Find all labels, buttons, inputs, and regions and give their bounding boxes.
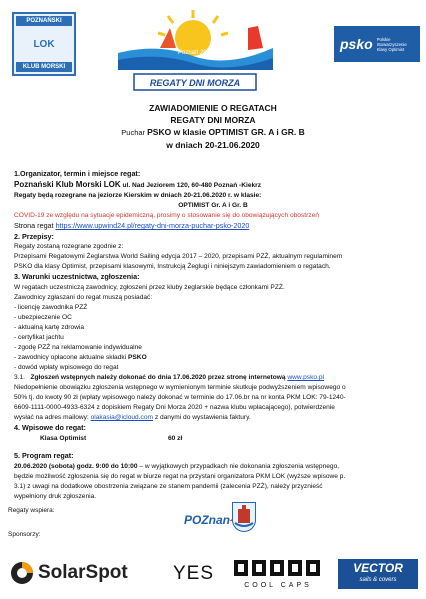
s3-sub xyxy=(14,374,418,382)
poznan-logo-text: POZnan xyxy=(184,513,231,527)
city-coat-of-arms-icon xyxy=(232,502,256,532)
s1-organizer-name: Poznański Klub Morski LOK xyxy=(14,180,121,189)
club-logo-bottom-text: KLUB MORSKI xyxy=(16,62,72,72)
s3-item: - aktualną kartę zdrowia xyxy=(14,324,85,331)
s5-heading: 5. Program regat: xyxy=(14,451,74,460)
doc-title-line4: w dniach 20-21.06.2020 xyxy=(166,140,260,150)
coolcaps-logo xyxy=(232,558,324,590)
vector-main-text: VECTOR xyxy=(353,561,403,575)
s3-para3: 6609-1111-0000-4933-6324 z dopiskiem Regaty Dni Morza 2020 + nazwa klubu wpłacającego), potwierdzenie xyxy=(14,404,335,411)
banner-sail-year: Poznań 2020 xyxy=(178,50,214,56)
s3-para2: 50% tj. do kwoty 90 zł (wpłaty wpisowego należy dokonać w terminie do 17.06.br na nr konta PKM LOK: 79-1240- xyxy=(14,394,346,401)
solarspot-icon xyxy=(10,561,34,585)
s3-para1: Niedopełnienie obowiązku zgłoszenia wstępnego w wymienionym terminie skutkuje podwyższeniem wpisowego o xyxy=(14,384,346,391)
vector-sub-text: sails & covers xyxy=(359,577,397,583)
s1-heading: 1.Organizator, termin i miejsce regat: xyxy=(14,169,141,178)
coolcaps-text: COOL CAPS xyxy=(244,582,312,589)
support-label: Regaty wspiera: xyxy=(8,507,55,514)
s5-line1-date: 20.06.2020 (sobota) godz. 9:00 do 10:00 xyxy=(14,463,138,470)
s3-item: - certyfikat jachtu xyxy=(14,334,64,341)
s3-heading: 3. Warunki uczestnictwa, zgłoszenia: xyxy=(14,272,140,281)
vector-logo xyxy=(338,559,418,589)
s3-para4 xyxy=(14,414,418,422)
s3-para4-suffix: z danymi do wystawienia faktury. xyxy=(153,414,251,421)
s1-organizer-address: ul. Nad Jeziorem 120, 60-480 Poznań -Kiekrz xyxy=(120,182,262,189)
yes-logo: YES xyxy=(173,563,215,584)
club-logo-top-text: POZNAŃSKI xyxy=(16,16,72,26)
psko-mark: psko xyxy=(340,36,373,52)
s3-item-psko: PSKO xyxy=(128,354,147,361)
s5-line1 xyxy=(14,463,418,471)
doc-title-line1: ZAWIADOMIENIE O REGATACH xyxy=(149,103,277,113)
s5-line3: 3.1) z uwagi na dodatkowe obostrzenia związane ze stanem pandemii (zalecenia PZŻ), należy przyznieść xyxy=(14,483,323,490)
s2-heading: 2. Przepisy: xyxy=(14,232,54,241)
s3-item: - licencję zawodnika PZŻ xyxy=(14,304,88,311)
s3-item xyxy=(14,354,418,362)
s3-email-link[interactable]: olakasia@icloud.com xyxy=(90,414,153,421)
s1-website xyxy=(14,222,418,230)
s3-sub-text: Zgłoszeń wstępnych należy dokonać do dnia 17.06.2020 przez stronę internetową xyxy=(30,374,286,381)
psko-logo xyxy=(334,26,420,62)
sponsors-label: Sponsorzy: xyxy=(8,531,41,538)
club-logo xyxy=(12,12,76,76)
solarspot-text: SolarSpot xyxy=(38,562,128,583)
s1-line2: Regaty będą rozegrane na jeziorze Kierskim w dniach 20-21.06.2020 r. w klasie: xyxy=(14,192,262,199)
doc-title-line3-main: PSKO w klasie OPTIMIST GR. A i GR. B xyxy=(147,127,305,137)
club-logo-mid-text: LOK xyxy=(33,38,55,50)
s3-para4-prefix: wysłać na adres mailowy: xyxy=(14,414,91,421)
s3-sub-link[interactable]: www.psko.pl xyxy=(287,374,325,381)
doc-title-line2: REGATY DNI MORZA xyxy=(170,115,256,125)
s3-line2: Zawodnicy zgłaszani do regat muszą posiadać: xyxy=(14,294,153,301)
s1-covid: COVID-19 ze względu na sytuacje epidemiczną, prosimy o stosowanie się do obowiązujących obostrzeń xyxy=(14,212,319,219)
s2-line3: PSKO dla klasy Optimist, przepisami klasowymi, Instrukcją Żeglugi i niniejszym zawiadomieniem o regatach. xyxy=(14,263,331,270)
doc-title-line3-prefix: Puchar xyxy=(121,128,148,137)
s3-item-text: - zawodnicy opłacone aktualne składki xyxy=(14,354,127,361)
s1-organizer xyxy=(14,181,418,190)
s3-item: - dowód wpłaty wpisowego do regat xyxy=(14,364,119,371)
poznan-logo xyxy=(184,513,236,527)
banner-text: REGATY DNI MORZA xyxy=(149,78,241,88)
s1-website-prefix: Strona regat xyxy=(14,221,56,230)
s1-line3: OPTIMIST Gr. A i Gr. B xyxy=(178,202,248,209)
solarspot-logo xyxy=(10,561,128,585)
s5-line1-rest: – w wyjątkowych przypadkach nie dokonania zgłoszenia wstępnego, xyxy=(137,463,340,470)
s2-line2: Przepisami Regatowymi Żeglarstwa World Sailing edycja 2017 – 2020, przepisami PZŻ, aktualnym regulaminem xyxy=(14,253,343,260)
s5-line4: wypełniony druk zgłoszenia. xyxy=(14,493,97,500)
s4-fee: 60 zł xyxy=(168,435,183,442)
s1-website-link[interactable]: https://www.upwind24.pl/regaty-dni-morza-puchar-psko-2020 xyxy=(55,221,250,230)
psko-text: Polskie Stowarzyszenie Klasy Optimist xyxy=(376,36,407,52)
regatta-banner-logo xyxy=(98,8,292,98)
s3-item: - ubezpieczenie OC xyxy=(14,314,72,321)
s3-sub-number: 3.1. xyxy=(14,374,25,381)
s5-line2: będzie możliwość zgłoszenia się do regat w biurze regat na przystani organizatora PKM LOK (wyższe wpisowe p. xyxy=(14,473,346,480)
s4-class: Klasa Optimist xyxy=(40,435,87,442)
s4-heading: 4. Wpisowe do regat: xyxy=(14,423,86,432)
s3-item: - zgodę PZŻ na reklamowanie indywidualne xyxy=(14,344,142,351)
s2-line1: Regaty zostaną rozegrane zgodnie z: xyxy=(14,243,124,250)
doc-title-line3 xyxy=(0,127,426,137)
s3-line1: W regatach uczestniczą zawodnicy, zgłoszeni przez kluby żeglarskie będące członkami PZŻ. xyxy=(14,284,285,291)
